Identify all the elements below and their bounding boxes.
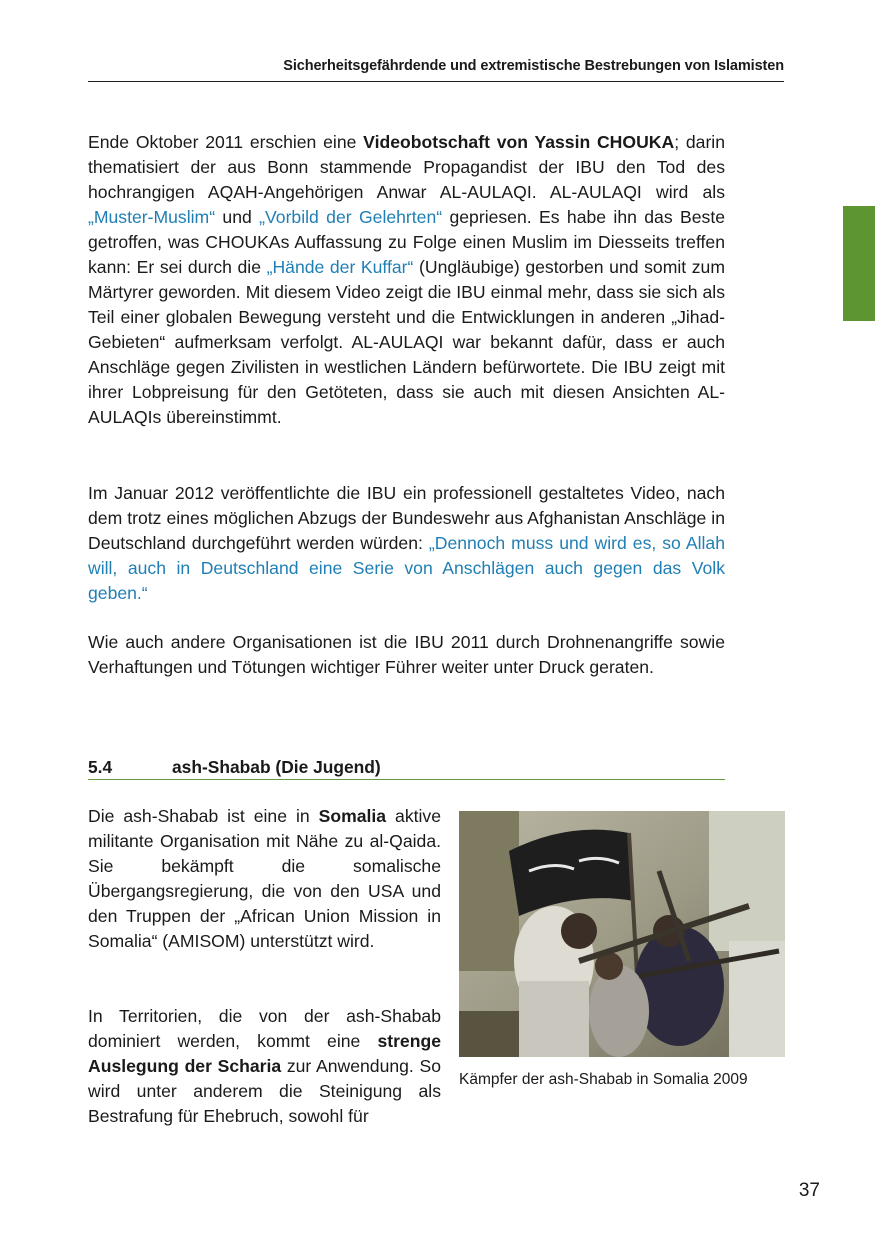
paragraph-drohnenangriffe bbox=[88, 630, 725, 680]
text-run: und bbox=[215, 207, 260, 227]
text-run: zur Anwendung. So wird unter anderem die Steinigung als Bestrafung für Ehebruch, sowohl für bbox=[88, 1056, 441, 1126]
photo-ash-shabab-fighters bbox=[459, 811, 785, 1057]
bold-run: Videobotschaft von Yassin CHOUKA bbox=[363, 132, 675, 152]
paragraph-somalia bbox=[88, 804, 441, 954]
page-number: 37 bbox=[798, 1180, 820, 1201]
paragraph-januar-2012 bbox=[88, 481, 725, 606]
section-heading bbox=[88, 757, 725, 780]
text-run: (Ungläubige) gestorben und somit zum Märtyrer geworden. Mit diesem Video zeigt die IBU einmal mehr, dass sie sich als Teil einer globalen Bewegung versteht und die Entwicklungen in anderen „Jihad-Gebieten“ aufmerksam verfolgt. AL-AULAQI war bekannt dafür, dass er auch Anschläge gegen Zivilisten in westlichen Ländern befürwortete. Die IBU zeigt mit ihrer Lobpreisung für den Getöteten, dass sie auch mit diesen Ansichten AL-AULAQIs übereinstimmt. bbox=[88, 257, 725, 427]
bold-run: strenge Auslegung der Scharia bbox=[88, 1031, 441, 1076]
section-number: 5.4 bbox=[88, 757, 113, 777]
quote-muster-muslim: „Muster-Muslim“ bbox=[88, 207, 216, 227]
quote-dennoch: „Dennoch muss und wird es, so Allah will, auch in Deutschland eine Serie von Anschlägen auch gegen das Volk geben.“ bbox=[88, 533, 725, 603]
header-rule bbox=[88, 81, 784, 82]
quote-vorbild: „Vorbild der Gelehrten“ bbox=[259, 207, 443, 227]
photo-illustration bbox=[459, 811, 785, 1057]
text-run: Wie auch andere Organisationen ist die IBU 2011 durch Drohnenangriffe sowie Verhaftungen und Tötungen wichtiger Führer weiter unter Druck geraten. bbox=[88, 632, 725, 677]
text-run: ; darin thematisiert der aus Bonn stammende Propagandist der IBU den Tod des hochrangigen AQAH-Angehörigen Anwar AL-AULAQI. AL-AULAQI wird als bbox=[88, 132, 725, 202]
section-title: ash-Shabab (Die Jugend) bbox=[172, 757, 381, 777]
quote-kuffar: „Hände der Kuffar“ bbox=[266, 257, 414, 277]
paragraph-scharia bbox=[88, 1004, 441, 1129]
paragraph-videobotschaft bbox=[88, 130, 725, 430]
figure-caption: Kämpfer der ash-Shabab in Somalia 2009 bbox=[459, 1071, 748, 1088]
text-run: aktive militante Organisation mit Nähe zu al-Qaida. Sie bekämpft die somalische Übergangsregierung, die von den USA und den Truppen der „African Union Mission in Somalia“ (AMISOM) unterstützt wird. bbox=[88, 806, 441, 951]
text-run: Im Januar 2012 veröffentlichte die IBU ein professionell gestaltetes Video, nach dem trotz eines möglichen Abzugs der Bundeswehr aus Afghanistan Anschläge in Deutschland durchgeführt werden würden: bbox=[88, 483, 725, 553]
text-run: gepriesen. Es habe ihn das Beste getroffen, was CHOUKAs Auffassung zu Folge einen Muslim im Diesseits treffen kann: Er sei durch die bbox=[88, 207, 725, 277]
text-run: Ende Oktober 2011 erschien eine bbox=[88, 132, 364, 152]
running-header: Sicherheitsgefährdende und extremistische Bestrebungen von Islamisten bbox=[283, 58, 784, 74]
chapter-tab-marker bbox=[843, 206, 875, 321]
bold-run: Somalia bbox=[318, 806, 387, 826]
text-run: Die ash-Shabab ist eine in bbox=[88, 806, 319, 826]
text-run: In Territorien, die von der ash-Shabab dominiert werden, kommt eine bbox=[88, 1006, 441, 1051]
